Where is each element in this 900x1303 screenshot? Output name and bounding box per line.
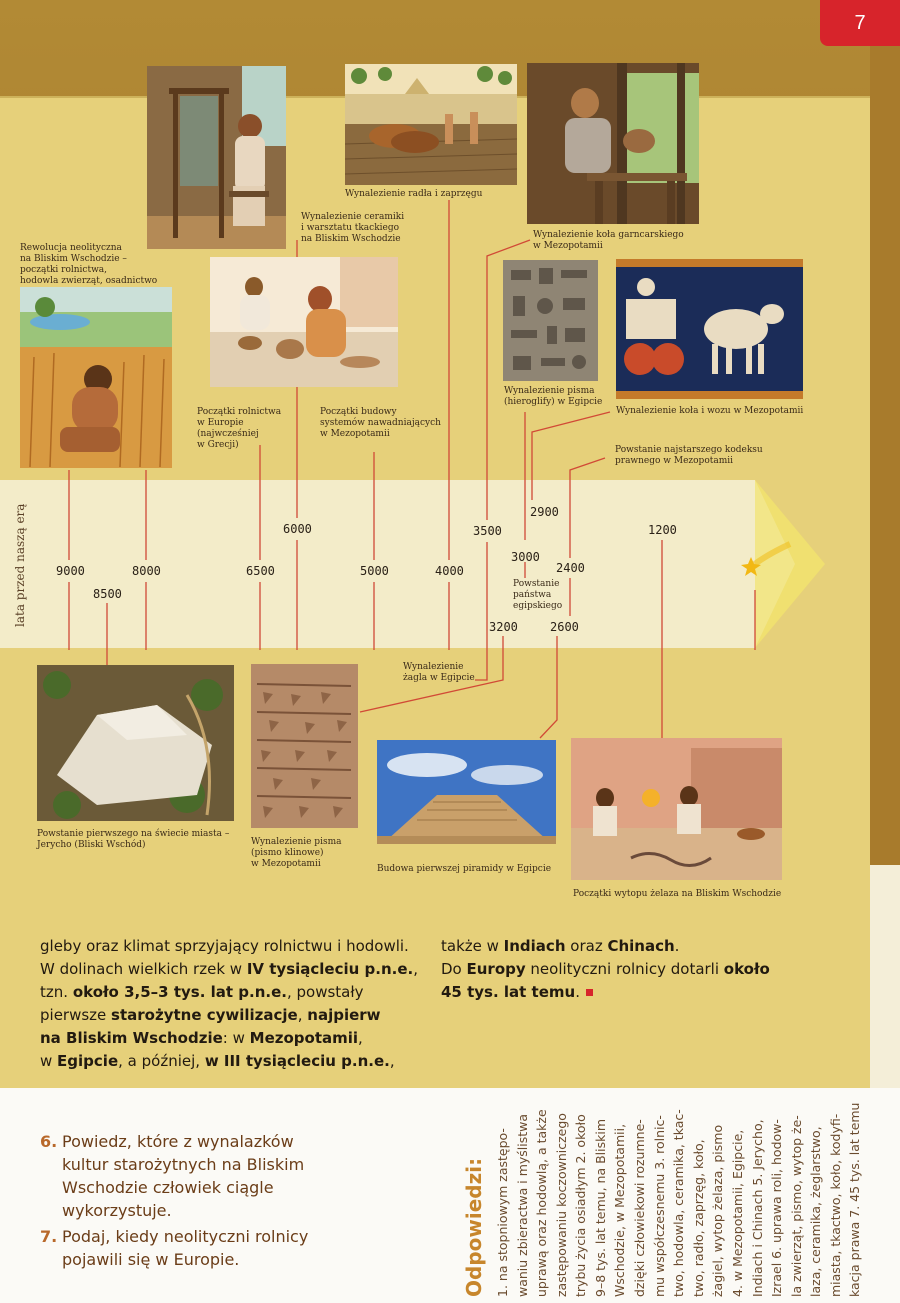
caption-line: Powstanie pierwszego na świecie miasta – [37,829,230,839]
text-span: tzn. [40,983,73,1001]
text-bold: Indiach [503,937,566,955]
text-bold: starożytne cywilizacje [111,1006,298,1024]
answer-line: waniu zbieractwa i myślistwa [514,1113,530,1297]
caption-line: Rewolucja neolityczna [20,243,122,253]
text-span: , [389,1052,395,1070]
tick-6500: 6500 [246,564,275,578]
caption-sail [403,662,475,684]
answer-line: miasta, tkactwo, koło, kodyfi- [827,1113,843,1297]
text-span: gleby oraz klimat sprzyjający rolnictwu i hodowli. [40,937,409,955]
caption-line: w Mezopotamii [251,859,321,869]
caption-line: Wynalezienie koła garncarskiego [533,230,684,240]
caption-iron [573,889,781,900]
caption-line: Wynalezienie ceramiki [301,212,405,222]
caption-line: prawnego w Mezopotamii [615,456,734,466]
caption-line: Wynalezienie pisma [504,386,595,396]
text-line [40,1027,440,1050]
question-7 [40,1225,340,1271]
tick-9000: 9000 [56,564,85,578]
caption-line: (najwcześniej [197,429,259,439]
text-line [441,958,861,981]
text-bold: w III tysiącleciu p.n.e. [204,1052,390,1070]
caption-line: i warsztatu tkackiego [301,223,400,233]
caption-cuneiform [251,837,341,870]
question-line: Wschodzie człowiek ciągle [62,1178,274,1197]
text-line [40,981,440,1004]
text-line [40,1050,440,1073]
caption-line: Początki wytopu żelaza na Bliskim Wschodzie [573,889,782,899]
text-bold: IV tysiącleciu p.n.e. [246,960,414,978]
answer-line: uprawą oraz hodowlą, a także [534,1109,550,1297]
text-bold: 45 tys. lat temu [441,983,576,1001]
answer-line: mu współczesnemu 3. rolnic- [651,1115,667,1297]
body-text-left [40,935,440,1073]
tick-1200: 1200 [648,523,677,537]
caption-wheel-cart [616,406,803,417]
text-line [441,935,861,958]
answers-title: Odpowiedzi: [462,1157,486,1297]
axis-label: lata przed naszą erą [13,503,27,627]
caption-ceramics [301,212,404,245]
question-line: pojawili się w Europie. [62,1250,240,1269]
answer-line: żagiel, wytop żelaza, pismo [710,1124,726,1297]
text-span: , powstały [286,983,364,1001]
caption-line: (pismo klinowe) [251,848,324,858]
caption-line: Początki rolnictwa [197,407,282,417]
answer-line: Indiach i Chinach 5. Jerycho, [749,1119,765,1297]
text-span: neolityczni rolnicy dotarli [525,960,724,978]
caption-line: Wynalezienie radła i zaprzęgu [345,189,483,199]
caption-line: Początki budowy [320,407,397,417]
tick-3200: 3200 [489,620,518,634]
answer-line: Wschodzie, w Mezopotamii, [612,1123,628,1297]
caption-neolithic [20,243,157,287]
answers-box [463,1045,865,1300]
caption-line: Powstanie najstarszego kodeksu [615,445,763,455]
text-span: Do [441,960,467,978]
caption-code [615,445,763,467]
caption-line: początki rolnictwa, [20,265,107,275]
text-line [441,981,861,1004]
tick-8000: 8000 [132,564,161,578]
tick-2900: 2900 [530,505,559,519]
caption-pyramid [377,864,551,875]
text-bold: najpierw [307,1006,381,1024]
text-line [40,935,440,958]
caption-line: w Grecji) [197,440,239,450]
text-span: . [674,937,680,955]
answer-line: 4. w Mezopotamii, Egipcie, [729,1129,745,1297]
tick-3500: 3500 [473,524,502,538]
caption-line: Wynalezienie [403,662,464,672]
tick-5000: 5000 [360,564,389,578]
text-span: W dolinach wielkich rzek w [40,960,247,978]
caption-line: (hieroglify) w Egipcie [504,397,603,407]
caption-plough [345,189,482,200]
caption-hieroglyphs [504,386,602,408]
answer-line: dzięki człowiekowi rozumne- [632,1119,648,1297]
text-bold: Chinach [607,937,675,955]
text-bold: Mezopotamii [249,1029,359,1047]
weaving-illustration [147,66,286,249]
caption-line: Jerycho (Bliski Wschód) [37,840,146,850]
pyramid-illustration [377,740,556,844]
text-bold: na Bliskim Wschodzie [40,1029,223,1047]
answer-line: zastępowaniu koczowniczego [553,1113,569,1297]
answer-line: Izrael 6. uprawa roli, hodow- [769,1119,785,1297]
tick-6000: 6000 [283,522,312,536]
text-span: , [413,960,418,978]
text-span: . [575,983,580,1001]
text-span: w [40,1052,58,1070]
caption-line: w Mezopotamii [320,429,390,439]
text-span: także w [441,937,504,955]
potters-wheel-illustration [527,63,699,224]
question-6 [40,1130,340,1222]
question-line: Podaj, kiedy neolityczni rolnicy [62,1227,309,1246]
answer-line: two, radło, zaprzęg, koło, [690,1139,706,1297]
page-number: 7 [854,11,866,34]
answer-line: 1. na stopniowym zastępo- [495,1128,510,1297]
question-line: kultur starożytnych na Bliskim [62,1155,305,1174]
text-span: pierwsze [40,1006,112,1024]
caption-line: Wynalezienie pisma [251,837,342,847]
answer-line: laza, ceramika, żeglarstwo, [808,1126,824,1297]
answer-line: kacja prawa 7. 45 tys. lat temu [847,1102,863,1297]
neolithic-farmer-illustration [20,287,172,468]
text-line [40,958,440,981]
caption-farming-europe [197,407,281,451]
caption-irrigation [320,407,441,440]
caption-line: państwa [513,590,552,600]
answer-line: 9–8 tys. lat temu, na Bliskim [592,1118,608,1297]
text-span: , a później, [118,1052,205,1070]
cuneiform-illustration [251,664,358,828]
tick-2600: 2600 [550,620,579,634]
caption-line: systemów nawadniających [320,418,441,428]
tick-4000: 4000 [435,564,464,578]
tick-3000: 3000 [511,550,540,564]
iron-smelting-illustration [571,738,782,880]
end-mark-icon [586,989,593,996]
text-span: oraz [565,937,608,955]
caption-line: Powstanie [513,579,560,589]
jericho-illustration [37,665,234,821]
plough-illustration [345,64,517,185]
caption-line: w Europie [197,418,244,428]
caption-line: egipskiego [513,601,563,611]
answer-line: trybu życia osiadłym 2. około [573,1114,589,1297]
question-line: wykorzystuje. [62,1201,172,1220]
text-span: , [358,1029,363,1047]
question-line: Powiedz, które z wynalazków [62,1132,294,1151]
caption-line: w Mezopotamii [533,241,603,251]
question-number: 6. [40,1132,58,1151]
answer-line: la zwierząt, pismo, wytop że- [788,1115,804,1297]
caption-line: żagla w Egipcie [403,673,475,683]
tick-8500: 8500 [93,587,122,601]
text-bold: Egipcie [57,1052,119,1070]
question-number: 7. [40,1227,58,1246]
caption-line: na Bliskim Wschodzie [301,234,401,244]
answer-line: two, hodowla, ceramika, tkac- [671,1109,687,1297]
hieroglyphs-illustration [503,260,598,381]
text-bold: około 3,5–3 tys. lat p.n.e. [72,983,287,1001]
text-line [40,1004,440,1027]
ceramics-illustration [210,257,398,387]
caption-line: Budowa pierwszej piramidy w Egipcie [377,864,552,874]
text-span: , [297,1006,308,1024]
text-span: : w [222,1029,250,1047]
caption-line: Wynalezienie koła i wozu w Mezopotamii [616,406,804,416]
tick-2400: 2400 [556,561,585,575]
caption-line: hodowla zwierząt, osadnictwo [20,276,158,286]
caption-egypt-state [513,579,562,612]
text-bold: Europy [466,960,526,978]
caption-line: na Bliskim Wschodzie – [20,254,127,264]
caption-jericho [37,829,229,851]
wheel-cart-illustration [616,259,803,399]
caption-wheel-pottery [533,230,684,252]
body-text-right [441,935,861,1004]
text-bold: około [723,960,770,978]
